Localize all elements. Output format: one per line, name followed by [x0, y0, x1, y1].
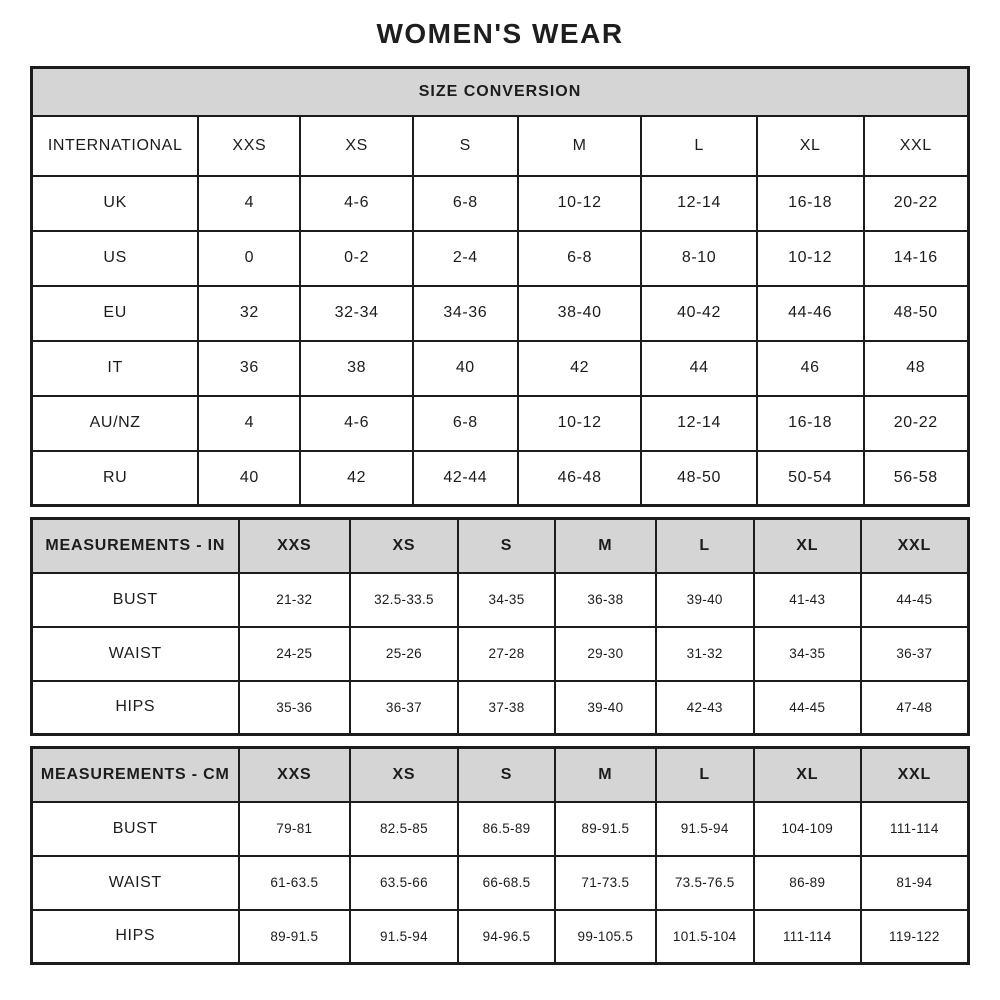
measurements-in-header: MEASUREMENTS - IN	[32, 519, 239, 573]
size-cell: 48	[864, 341, 969, 396]
page-title: WOMEN'S WEAR	[376, 18, 624, 49]
size-cell: 6-8	[413, 176, 518, 231]
column-header-xl: XL	[754, 519, 861, 573]
size-cell: 48-50	[864, 286, 969, 341]
size-cell: 40-42	[641, 286, 756, 341]
table-row-uk	[32, 176, 969, 231]
measurement-cell: 86.5-89	[458, 802, 555, 856]
size-cell: 40	[198, 451, 300, 506]
measurement-cell: 36-37	[861, 627, 969, 681]
row-label: US	[32, 231, 199, 286]
measurement-cell: 86-89	[754, 856, 861, 910]
measurement-cell: 25-26	[350, 627, 458, 681]
size-conversion-table	[30, 66, 970, 507]
measurement-cell: 111-114	[754, 910, 861, 964]
table-header-row	[32, 748, 969, 802]
measurement-cell: 24-25	[239, 627, 351, 681]
size-cell: 38-40	[518, 286, 642, 341]
table-row-bust	[32, 802, 969, 856]
measurement-cell: 35-36	[239, 681, 351, 735]
column-header-s: S	[413, 116, 518, 176]
measurement-cell: 36-37	[350, 681, 458, 735]
measurement-cell: 89-91.5	[555, 802, 655, 856]
row-label: RU	[32, 451, 199, 506]
column-header-xs: XS	[350, 519, 458, 573]
column-header-l: L	[656, 748, 754, 802]
measurement-cell: 119-122	[861, 910, 969, 964]
column-header-xxl: XXL	[861, 519, 969, 573]
table-row-us	[32, 231, 969, 286]
table-row	[32, 68, 969, 116]
size-cell: 44-46	[757, 286, 864, 341]
table-row-eu	[32, 286, 969, 341]
column-header-m: M	[555, 748, 655, 802]
size-cell: 10-12	[757, 231, 864, 286]
size-cell: 56-58	[864, 451, 969, 506]
table-row-aunz	[32, 396, 969, 451]
column-header-s: S	[458, 519, 555, 573]
table-row-waist	[32, 856, 969, 910]
measurements-cm-table	[30, 746, 970, 965]
measurement-cell: 21-32	[239, 573, 351, 627]
size-cell: 16-18	[757, 176, 864, 231]
measurement-cell: 73.5-76.5	[656, 856, 754, 910]
measurement-cell: 104-109	[754, 802, 861, 856]
measurement-cell: 99-105.5	[555, 910, 655, 964]
measurement-cell: 41-43	[754, 573, 861, 627]
column-header-xxl: XXL	[861, 748, 969, 802]
row-label: HIPS	[32, 910, 239, 964]
measurement-cell: 37-38	[458, 681, 555, 735]
measurement-cell: 34-35	[458, 573, 555, 627]
column-header-m: M	[518, 116, 642, 176]
size-cell: 50-54	[757, 451, 864, 506]
row-label: BUST	[32, 802, 239, 856]
table-row	[32, 116, 969, 176]
column-header-international: INTERNATIONAL	[32, 116, 199, 176]
measurement-cell: 63.5-66	[350, 856, 458, 910]
size-cell: 14-16	[864, 231, 969, 286]
size-cell: 8-10	[641, 231, 756, 286]
measurement-cell: 31-32	[656, 627, 754, 681]
measurement-cell: 81-94	[861, 856, 969, 910]
size-cell: 20-22	[864, 396, 969, 451]
measurement-cell: 66-68.5	[458, 856, 555, 910]
size-cell: 10-12	[518, 396, 642, 451]
column-header-xxs: XXS	[239, 519, 351, 573]
column-header-l: L	[656, 519, 754, 573]
size-cell: 20-22	[864, 176, 969, 231]
measurement-cell: 71-73.5	[555, 856, 655, 910]
table-row-hips	[32, 681, 969, 735]
size-cell: 6-8	[518, 231, 642, 286]
measurement-cell: 82.5-85	[350, 802, 458, 856]
row-label: IT	[32, 341, 199, 396]
row-label: WAIST	[32, 627, 239, 681]
size-conversion-header: SIZE CONVERSION	[32, 68, 969, 116]
table-row-it	[32, 341, 969, 396]
size-cell: 2-4	[413, 231, 518, 286]
size-cell: 42	[300, 451, 412, 506]
size-cell: 10-12	[518, 176, 642, 231]
size-cell: 0-2	[300, 231, 412, 286]
size-cell: 16-18	[757, 396, 864, 451]
row-label: WAIST	[32, 856, 239, 910]
measurement-cell: 89-91.5	[239, 910, 351, 964]
measurement-cell: 27-28	[458, 627, 555, 681]
measurement-cell: 61-63.5	[239, 856, 351, 910]
size-cell: 44	[641, 341, 756, 396]
measurement-cell: 101.5-104	[656, 910, 754, 964]
measurement-cell: 44-45	[861, 573, 969, 627]
column-header-xs: XS	[300, 116, 412, 176]
measurement-cell: 91.5-94	[350, 910, 458, 964]
row-label: BUST	[32, 573, 239, 627]
measurement-cell: 94-96.5	[458, 910, 555, 964]
size-cell: 0	[198, 231, 300, 286]
measurement-cell: 79-81	[239, 802, 351, 856]
row-label: EU	[32, 286, 199, 341]
size-cell: 48-50	[641, 451, 756, 506]
size-cell: 4	[198, 176, 300, 231]
measurements-cm-header: MEASUREMENTS - CM	[32, 748, 239, 802]
column-header-m: M	[555, 519, 655, 573]
measurement-cell: 47-48	[861, 681, 969, 735]
row-label: HIPS	[32, 681, 239, 735]
table-row-bust	[32, 573, 969, 627]
size-cell: 42	[518, 341, 642, 396]
size-cell: 4-6	[300, 176, 412, 231]
size-cell: 46-48	[518, 451, 642, 506]
measurement-cell: 42-43	[656, 681, 754, 735]
column-header-l: L	[641, 116, 756, 176]
measurement-cell: 91.5-94	[656, 802, 754, 856]
measurement-cell: 111-114	[861, 802, 969, 856]
column-header-xl: XL	[757, 116, 864, 176]
measurement-cell: 32.5-33.5	[350, 573, 458, 627]
table-row-waist	[32, 627, 969, 681]
measurement-cell: 39-40	[555, 681, 655, 735]
row-label: AU/NZ	[32, 396, 199, 451]
size-cell: 38	[300, 341, 412, 396]
column-header-xxs: XXS	[239, 748, 351, 802]
table-header-row	[32, 519, 969, 573]
size-cell: 12-14	[641, 396, 756, 451]
measurement-cell: 36-38	[555, 573, 655, 627]
size-cell: 34-36	[413, 286, 518, 341]
column-header-xs: XS	[350, 748, 458, 802]
measurement-cell: 44-45	[754, 681, 861, 735]
size-cell: 6-8	[413, 396, 518, 451]
size-cell: 4-6	[300, 396, 412, 451]
row-label: UK	[32, 176, 199, 231]
size-cell: 46	[757, 341, 864, 396]
column-header-xl: XL	[754, 748, 861, 802]
column-header-s: S	[458, 748, 555, 802]
size-cell: 36	[198, 341, 300, 396]
table-row-hips	[32, 910, 969, 964]
column-header-xxl: XXL	[864, 116, 969, 176]
size-cell: 12-14	[641, 176, 756, 231]
column-header-xxs: XXS	[198, 116, 300, 176]
size-cell: 40	[413, 341, 518, 396]
size-cell: 32	[198, 286, 300, 341]
measurement-cell: 39-40	[656, 573, 754, 627]
table-row-ru	[32, 451, 969, 506]
size-cell: 32-34	[300, 286, 412, 341]
measurement-cell: 34-35	[754, 627, 861, 681]
size-cell: 4	[198, 396, 300, 451]
size-cell: 42-44	[413, 451, 518, 506]
measurements-in-table	[30, 517, 970, 736]
measurement-cell: 29-30	[555, 627, 655, 681]
